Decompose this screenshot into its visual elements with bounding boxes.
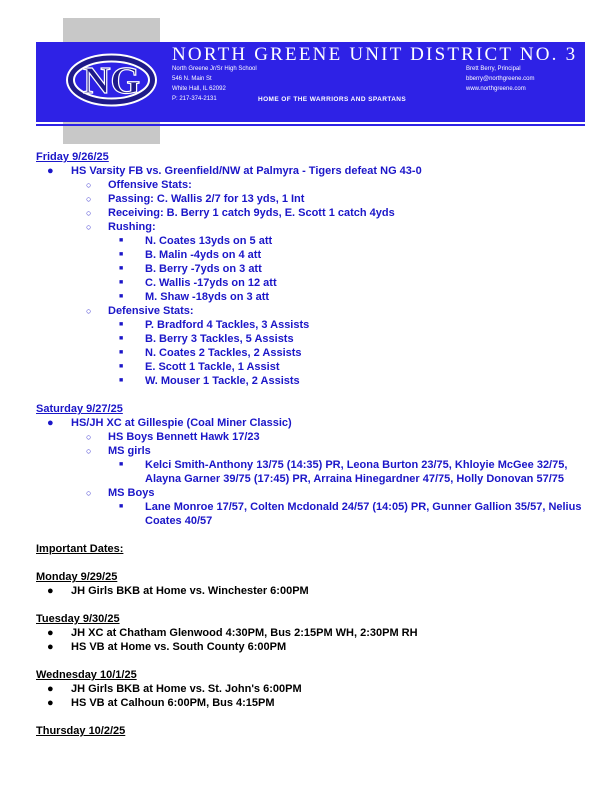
newsletter-body [36, 150, 596, 738]
school-street: 546 N. Main St [172, 76, 212, 82]
district-logo [63, 50, 160, 110]
logo-text: NG [83, 60, 140, 102]
list-item: ○ HS Boys Bennett Hawk 17/23 [86, 431, 260, 443]
list-item: ■ N. Coates 13yds on 5 att [119, 235, 273, 247]
square-bullet-icon: ■ [119, 335, 124, 342]
bullet-icon: ● [47, 641, 54, 653]
list-item: ■ Lane Monroe 17/57, Colten Mcdonald 24/57 (14:05) PR, Gunner Gallion 35/57, Nelius Coates 40/57 [119, 501, 582, 527]
principal-name: Brett Berry, Principal [466, 66, 521, 72]
school-website[interactable]: www.northgreene.com [466, 86, 526, 92]
circle-bullet-icon: ○ [86, 180, 92, 190]
list-item: ● HS VB at Home vs. South County 6:00PM [47, 641, 287, 653]
section-list [36, 164, 596, 388]
list-item: ○ Offensive Stats: [86, 179, 192, 191]
list-item: ○ MS girls [86, 445, 151, 457]
list-item: ■ E. Scott 1 Tackle, 1 Assist [119, 361, 280, 373]
list-item: ■ Kelci Smith-Anthony 13/75 (14:35) PR, Leona Burton 23/75, Khloyie McGee 32/75, Alayna Garner 39/75 (17:45) PR, Arraina Hinegardner 47/75, Holly Donovan 57/75 [119, 459, 568, 485]
square-bullet-icon: ■ [119, 377, 124, 384]
list-item: ○ Passing: C. Wallis 2/7 for 13 yds, 1 Int [86, 193, 305, 205]
event-list [36, 682, 596, 710]
event-date: Thursday 10/2/25 [36, 725, 126, 737]
square-bullet-icon: ■ [119, 321, 124, 328]
event-date: Tuesday 9/30/25 [36, 613, 120, 625]
list-item: ■ M. Shaw -18yds on 3 att [119, 291, 270, 303]
square-bullet-icon: ■ [119, 503, 124, 510]
list-item: ■ C. Wallis -17yds on 12 att [119, 277, 277, 289]
school-info [172, 64, 257, 104]
bullet-icon: ● [47, 627, 54, 639]
circle-bullet-icon: ○ [86, 222, 92, 232]
event-list [36, 584, 596, 598]
bullet-icon: ● [47, 165, 54, 177]
school-name: North Greene Jr/Sr High School [172, 66, 257, 72]
list-item: ■ W. Mouser 1 Tackle, 2 Assists [119, 375, 300, 387]
list-item: ○ MS Boys [86, 487, 155, 499]
square-bullet-icon: ■ [119, 363, 124, 370]
section-date: Saturday 9/27/25 [36, 403, 123, 415]
square-bullet-icon: ■ [119, 293, 124, 300]
list-item: ■ B. Berry -7yds on 3 att [119, 263, 262, 275]
tagline: HOME OF THE WARRIORS AND SPARTANS [258, 96, 407, 103]
bullet-icon: ● [47, 585, 54, 597]
square-bullet-icon: ■ [119, 349, 124, 356]
list-item: ● HS/JH XC at Gillespie (Coal Miner Classic) [47, 417, 292, 429]
square-bullet-icon: ■ [119, 279, 124, 286]
important-dates-heading: Important Dates: [36, 543, 124, 555]
circle-bullet-icon: ○ [86, 446, 92, 456]
district-title: NORTH GREENE UNIT DISTRICT NO. 3 [172, 44, 578, 65]
list-item: ○ Receiving: B. Berry 1 catch 9yds, E. Scott 1 catch 4yds [86, 207, 395, 219]
list-item: ■ P. Bradford 4 Tackles, 3 Assists [119, 319, 310, 331]
school-phone: P: 217-374-2131 [172, 96, 217, 102]
circle-bullet-icon: ○ [86, 306, 92, 316]
list-item: ■ B. Berry 3 Tackles, 5 Assists [119, 333, 294, 345]
circle-bullet-icon: ○ [86, 208, 92, 218]
event-date: Monday 9/29/25 [36, 571, 118, 583]
bullet-icon: ● [47, 697, 54, 709]
bullet-icon: ● [47, 417, 54, 429]
event-list [36, 626, 596, 654]
list-item: ○ Rushing: [86, 221, 156, 233]
header-divider [36, 124, 585, 126]
square-bullet-icon: ■ [119, 265, 124, 272]
circle-bullet-icon: ○ [86, 194, 92, 204]
list-item: ■ B. Malin -4yds on 4 att [119, 249, 262, 261]
section-list [36, 416, 596, 528]
list-item: ○ Defensive Stats: [86, 305, 194, 317]
list-item: ● JH Girls BKB at Home vs. Winchester 6:00PM [47, 585, 309, 597]
circle-bullet-icon: ○ [86, 432, 92, 442]
square-bullet-icon: ■ [119, 461, 124, 468]
circle-bullet-icon: ○ [86, 488, 92, 498]
list-item: ● JH XC at Chatham Glenwood 4:30PM, Bus 2:15PM WH, 2:30PM RH [47, 627, 418, 639]
principal-email[interactable]: bberry@northgreene.com [466, 76, 535, 82]
square-bullet-icon: ■ [119, 251, 124, 258]
principal-info [466, 64, 534, 94]
square-bullet-icon: ■ [119, 237, 124, 244]
list-item: ■ N. Coates 2 Tackles, 2 Assists [119, 347, 302, 359]
school-city: White Hall, IL 62092 [172, 86, 226, 92]
list-item: ● HS VB at Calhoun 6:00PM, Bus 4:15PM [47, 697, 275, 709]
list-item: ● HS Varsity FB vs. Greenfield/NW at Palmyra - Tigers defeat NG 43-0 [47, 165, 422, 177]
list-item: ● JH Girls BKB at Home vs. St. John's 6:00PM [47, 683, 302, 695]
event-date: Wednesday 10/1/25 [36, 669, 137, 681]
section-date: Friday 9/26/25 [36, 151, 109, 163]
bullet-icon: ● [47, 683, 54, 695]
